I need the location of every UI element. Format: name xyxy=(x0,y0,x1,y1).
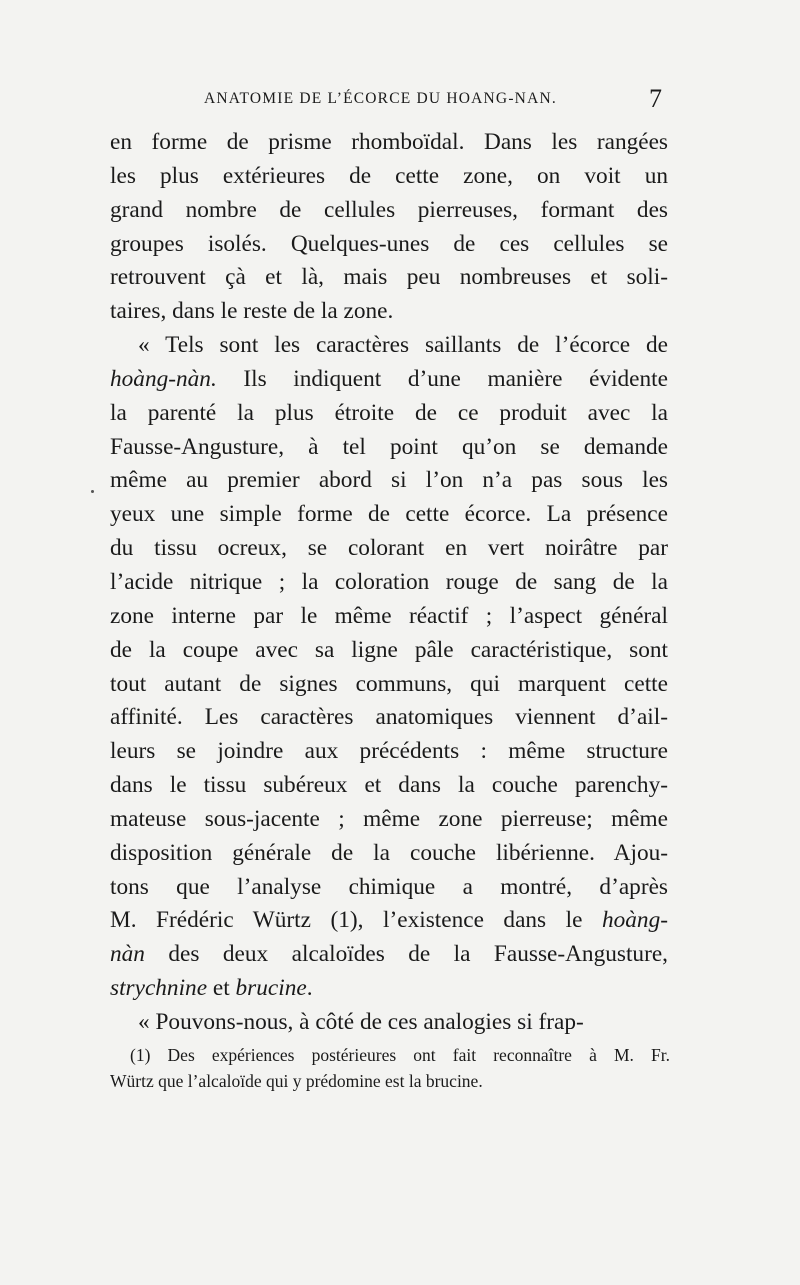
text-line xyxy=(110,634,668,668)
text-segment: grand nombre de cellules pierreuses, formant des xyxy=(110,196,668,223)
text-line xyxy=(110,228,668,262)
text-segment: affinité. Les caractères anatomiques viennent d’ail- xyxy=(110,704,668,731)
italic-text: hoàng-nàn. xyxy=(110,365,217,392)
footnote xyxy=(110,1042,670,1094)
italic-text: brucine xyxy=(235,975,307,1002)
margin-dot xyxy=(91,490,94,493)
text-line xyxy=(110,837,668,871)
text-line xyxy=(110,126,668,160)
footnote-line: (1) Des expériences postérieures ont fait reconnaître à M. Fr. xyxy=(130,1045,670,1065)
text-segment: l’acide nitrique ; la coloration rouge de sang de la xyxy=(110,568,668,595)
text-line xyxy=(110,566,668,600)
text-segment: tout autant de signes communs, qui marquent cette xyxy=(110,670,668,697)
running-title: ANATOMIE DE L’ÉCORCE DU HOANG-NAN. xyxy=(204,90,557,107)
text-line xyxy=(110,431,668,465)
text-segment: leurs se joindre aux précédents : même structure xyxy=(110,738,668,765)
text-line xyxy=(110,803,668,837)
text-line xyxy=(110,532,668,566)
text-line xyxy=(110,329,668,363)
text-segment: « Tels sont les caractères saillants de l’écorce de xyxy=(138,332,668,359)
text-line xyxy=(110,261,668,295)
text-segment: groupes isolés. Quelques-unes de ces cellules se xyxy=(110,230,668,257)
text-segment: même au premier abord si l’on n’a pas sous les xyxy=(110,467,668,494)
footnote-line: Würtz que l’alcaloïde qui y prédomine est la brucine. xyxy=(110,1071,483,1091)
text-segment: dans le tissu subéreux et dans la couche parenchy- xyxy=(110,772,668,799)
text-segment: taires, dans le reste de la zone. xyxy=(110,298,394,325)
text-line xyxy=(110,904,668,938)
text-line xyxy=(110,871,668,905)
text-line xyxy=(110,363,668,397)
text-segment: du tissu ocreux, se colorant en vert noirâtre par xyxy=(110,535,668,562)
page-number: 7 xyxy=(649,84,662,113)
text-line xyxy=(110,938,668,972)
text-segment: M. Frédéric Würtz (1), l’existence dans le xyxy=(110,907,602,934)
italic-text: hoàng- xyxy=(601,907,668,934)
text-line xyxy=(110,668,668,702)
text-line xyxy=(110,1006,668,1040)
text-line xyxy=(110,464,668,498)
body-text xyxy=(110,126,668,1040)
text-segment: des deux alcaloïdes de la Fausse-Angusture, xyxy=(144,941,668,968)
text-line xyxy=(110,160,668,194)
text-segment: mateuse sous-jacente ; même zone pierreuse; même xyxy=(110,805,668,832)
italic-text: strychnine xyxy=(110,975,208,1002)
text-line xyxy=(110,972,668,1006)
text-segment: « Pouvons-nous, à côté de ces analogies si frap- xyxy=(138,1008,584,1035)
text-segment: en forme de prisme rhomboïdal. Dans les rangées xyxy=(110,129,668,155)
text-segment: Fausse-Angusture, à tel point qu’on se demande xyxy=(110,433,668,460)
text-line xyxy=(110,295,668,329)
text-line xyxy=(110,397,668,431)
text-segment: zone interne par le même réactif ; l’aspect général xyxy=(110,602,668,629)
text-line xyxy=(110,600,668,634)
text-segment: la parenté la plus étroite de ce produit avec la xyxy=(110,399,668,426)
text-line xyxy=(110,498,668,532)
text-line xyxy=(110,194,668,228)
text-segment: . xyxy=(306,975,313,1002)
text-segment: Ils indiquent d’une manière évidente xyxy=(216,365,668,392)
text-segment: de la coupe avec sa ligne pâle caractéristique, sont xyxy=(110,636,668,663)
text-segment: les plus extérieures de cette zone, on voit un xyxy=(110,162,668,189)
text-segment: et xyxy=(207,975,236,1002)
text-segment: yeux une simple forme de cette écorce. La présence xyxy=(110,501,668,528)
text-segment: retrouvent çà et là, mais peu nombreuses et soli- xyxy=(110,264,668,291)
text-line xyxy=(110,769,668,803)
italic-text: nàn xyxy=(110,941,145,968)
text-segment: disposition générale de la couche libérienne. Ajou- xyxy=(110,839,668,866)
page-header xyxy=(110,86,670,116)
text-line xyxy=(110,701,668,735)
text-segment: tons que l’analyse chimique a montré, d’après xyxy=(110,873,668,900)
text-line xyxy=(110,735,668,769)
